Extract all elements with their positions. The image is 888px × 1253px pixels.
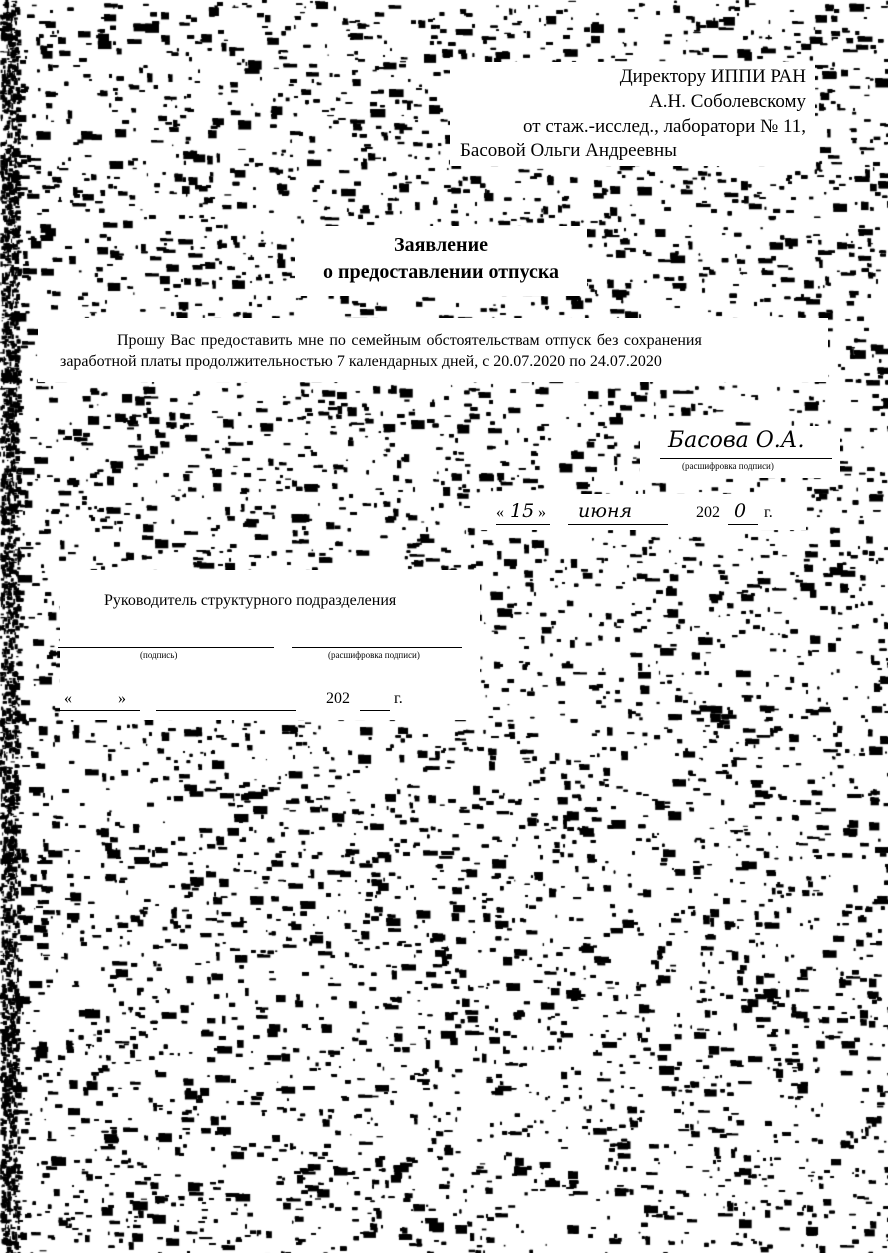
body-line-1: Прошу Вас предоставить мне по семейным обстоятельствам отпуск без сохранения [117, 332, 702, 349]
month-line [568, 524, 668, 525]
title-line-2: о предоставлении отпуска [322, 261, 560, 283]
date-month: июня [578, 500, 633, 522]
signature-line [660, 458, 832, 459]
year-line [728, 524, 758, 525]
day-line [496, 524, 550, 525]
manager-decode-line [292, 647, 462, 648]
date-year-prefix: 202 [696, 504, 720, 521]
addressee-line-1: Директору ИППИ РАН [619, 66, 806, 87]
addressee-line-2: А.Н. Соболевскому [649, 91, 806, 112]
signature-caption: (расшифровка подписи) [682, 461, 774, 471]
manager-title: Руководитель структурного подразделения [104, 592, 397, 609]
date-quote-close: » [538, 504, 546, 521]
applicant-name: Басовой Ольги Андреевны [460, 140, 677, 161]
manager-date-quote-open: « [64, 690, 72, 707]
date-day: 15 [510, 500, 535, 522]
date-year-suffix: г. [764, 504, 773, 521]
manager-date-quote-close: » [118, 690, 126, 707]
from-line: от стаж.-исслед., лаборатори № 11, [523, 116, 806, 137]
manager-month-line [156, 710, 296, 711]
date-quote-open: « [496, 504, 504, 521]
title-line-1: Заявление [394, 234, 488, 256]
body-line-2: заработной платы продолжительностью 7 календарных дней, с 20.07.2020 по 24.07.2020 [60, 353, 662, 370]
manager-signature-caption: (подпись) [140, 650, 178, 660]
manager-year-line [360, 710, 390, 711]
manager-year-prefix: 202 [326, 690, 350, 707]
manager-day-line [56, 710, 140, 711]
manager-decode-caption: (расшифровка подписи) [328, 650, 420, 660]
manager-year-suffix: г. [394, 690, 403, 707]
handwritten-signature: Басова О.А. [668, 428, 805, 453]
date-year-digit: 0 [734, 500, 747, 522]
manager-signature-line [58, 647, 274, 648]
